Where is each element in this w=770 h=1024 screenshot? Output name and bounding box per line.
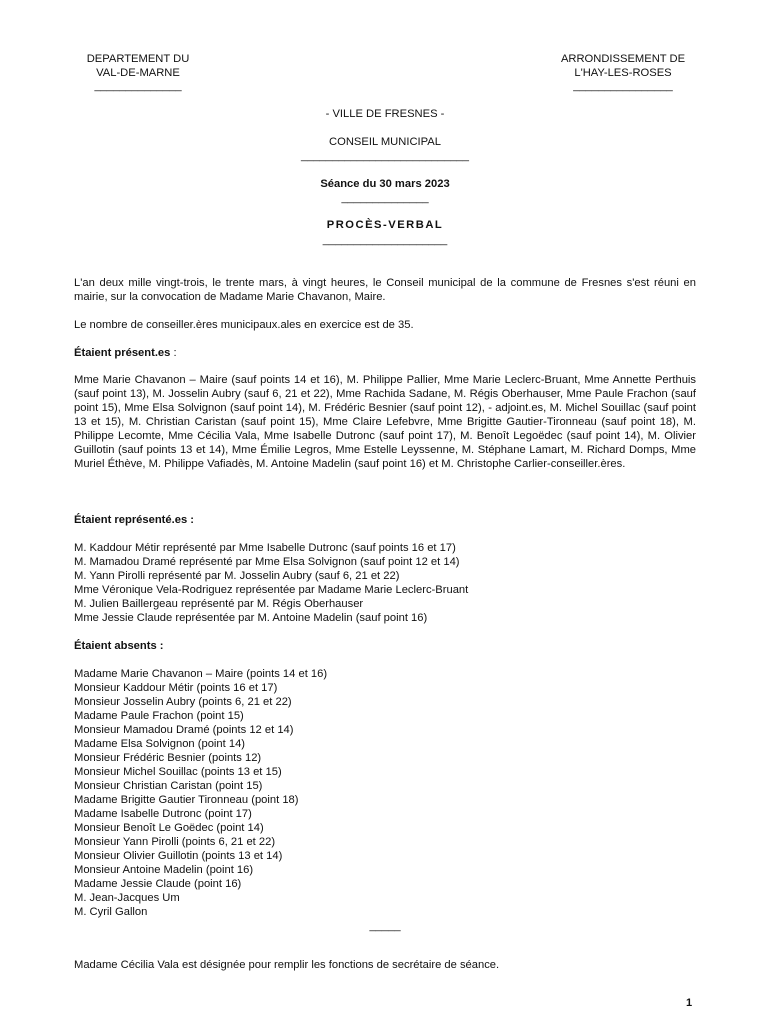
list-item: Mme Jessie Claude représentée par M. Antoine Madelin (sauf point 16) [74, 612, 428, 624]
separator-rule: _____ [369, 920, 401, 932]
seance-date: Séance du 30 mars 2023 [320, 178, 450, 190]
presents-heading-label: Étaient présent.es [74, 347, 171, 359]
ville-title: - VILLE DE FRESNES - [325, 108, 445, 120]
list-item: Madame Paule Frachon (point 15) [74, 710, 244, 722]
seance-rule: ______________ [341, 192, 429, 204]
header-arrondissement [530, 52, 716, 92]
list-item: Monsieur Yann Pirolli (points 6, 21 et 22) [74, 836, 276, 848]
list-item: M. Yann Pirolli représenté par M. Josselin Aubry (sauf 6, 21 et 22) [74, 570, 400, 582]
page-number: 1 [686, 997, 693, 1009]
representes-list [74, 541, 696, 625]
list-item: Madame Brigitte Gautier Tironneau (point 18) [74, 794, 299, 806]
presents-heading-colon: : [170, 347, 177, 359]
list-item: Monsieur Kaddour Métir (points 16 et 17) [74, 682, 278, 694]
presents-list: Mme Marie Chavanon – Maire (sauf points 14 et 16), M. Philippe Pallier, Mme Marie Leclerc-Bruant, Mme Annette Perthuis (sauf point 13), M. Josselin Aubry (sauf 6, 21 et 22), Mme Rachida Sadane, M. Régis Oberhauser, Mme Paule Frachon (sauf point 15), Mme Elsa Solvignon (sauf point 14), M. Frédéric Besnier (sauf point 12), - adjoint.es, M. Michel Souillac (sauf point 13 et 15), M. Christian Caristan (sauf point 15), Mme Claire Lefebvre, Mme Brigitte Gautier-Tironneau (sauf point 18), M. Philippe Lecomte, Mme Cécilia Vala, Mme Isabelle Dutronc (sauf point 17), M. Benoît Legoëdec (sauf point 14), M. Olivier Guillotin (sauf points 13 et 14), Mme Émilie Legros, Mme Estelle Leyssenne, M. Stéphane Lamart, M. Richard Domps, Mme Muriel Éthève, M. Philippe Vafiadès, M. Antoine Madelin (sauf point 16) et M. Christophe Carlier-conseiller.ères. [74, 374, 696, 470]
list-item: Monsieur Antoine Madelin (point 16) [74, 864, 254, 876]
arrondissement-line2: L'HAY-LES-ROSES [574, 67, 672, 79]
absents-heading: Étaient absents : [74, 640, 164, 652]
list-item: Monsieur Olivier Guillotin (points 13 et 14) [74, 850, 283, 862]
representes-heading: Étaient représenté.es : [74, 514, 195, 526]
intro-paragraph: L'an deux mille vingt-trois, le trente mars, à vingt heures, le Conseil municipal de la commune de Fresnes s'est réuni en mairie, sur la convocation de Madame Marie Chavanon, Maire. [74, 277, 696, 303]
list-item: Monsieur Benoît Le Goëdec (point 14) [74, 822, 264, 834]
list-item: Monsieur Mamadou Dramé (points 12 et 14) [74, 724, 294, 736]
header-departement [58, 52, 218, 92]
conseil-title: CONSEIL MUNICIPAL [329, 136, 441, 148]
list-item: Monsieur Michel Souillac (points 13 et 15) [74, 766, 282, 778]
absents-list [74, 667, 696, 919]
list-item: M. Mamadou Dramé représenté par Mme Elsa Solvignon (sauf point 12 et 14) [74, 556, 460, 568]
page-title: PROCÈS-VERBAL [326, 219, 444, 231]
list-item: Monsieur Frédéric Besnier (points 12) [74, 752, 262, 764]
pv-rule: ____________________ [322, 234, 448, 246]
secretaire-paragraph: Madame Cécilia Vala est désignée pour remplir les fonctions de secrétaire de séance. [74, 959, 500, 971]
nombre-paragraph: Le nombre de conseiller.ères municipaux.ales en exercice est de 35. [74, 319, 414, 331]
presents-heading [74, 346, 696, 360]
arrondissement-rule: ________________ [573, 80, 673, 92]
list-item: Madame Jessie Claude (point 16) [74, 878, 242, 890]
separator [0, 920, 770, 932]
list-item: M. Kaddour Métir représenté par Mme Isabelle Dutronc (sauf points 16 et 17) [74, 542, 456, 554]
arrondissement-line1: ARRONDISSEMENT DE [560, 53, 686, 65]
list-item: Madame Marie Chavanon – Maire (points 14 et 16) [74, 668, 328, 680]
departement-line2: VAL-DE-MARNE [96, 67, 180, 79]
list-item: Monsieur Christian Caristan (point 15) [74, 780, 263, 792]
list-item: Mme Véronique Vela-Rodriguez représentée par Madame Marie Leclerc-Bruant [74, 584, 469, 596]
list-item: Madame Elsa Solvignon (point 14) [74, 738, 246, 750]
list-item: Monsieur Josselin Aubry (points 6, 21 et 22) [74, 696, 292, 708]
list-item: Madame Isabelle Dutronc (point 17) [74, 808, 252, 820]
list-item: M. Jean-Jacques Um [74, 892, 180, 904]
departement-line1: DEPARTEMENT DU [86, 53, 190, 65]
departement-rule: ______________ [94, 80, 182, 92]
list-item: M. Cyril Gallon [74, 906, 148, 918]
list-item: M. Julien Baillergeau représenté par M. Régis Oberhauser [74, 598, 364, 610]
conseil-rule: ___________________________ [301, 150, 469, 162]
